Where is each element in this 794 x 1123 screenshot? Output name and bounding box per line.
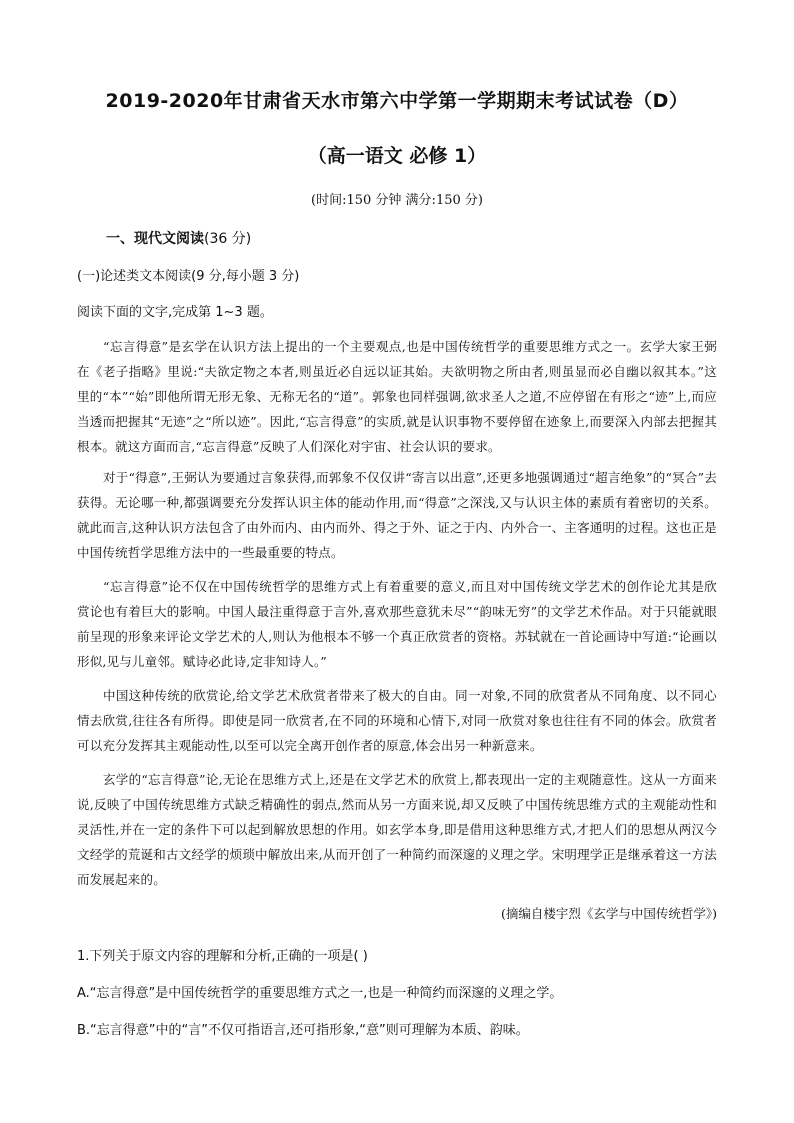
passage-paragraph: 玄学的“忘言得意”论,无论在思维方式上,还是在文学艺术的欣赏上,都表现出一定的主观随意性。这从一方面来说,反映了中国传统思维方式缺乏精确性的弱点,然而从另一方面来说,却又反映了中国传统思维方式的主观能动性和灵活性,并在一定的条件下可以起到解放思想的作用。如玄学本身,即是借用这种思维方式,才把人们的思想从两汉今文经学的荒诞和古文经学的烦琐中解放出来,从而开创了一种简约而深邃的义理之学。宋明理学正是继承着这一方法而发展起来的。: [77, 772, 717, 887]
sub-heading: (一)论述类文本阅读(9 分,每小题 3 分): [77, 269, 300, 284]
exam-subtitle: （高一语文 必修 1）: [307, 145, 487, 167]
passage-paragraph: 中国这种传统的欣赏论,给文学艺术欣赏者带来了极大的自由。同一对象,不同的欣赏者从不同角度、以不同心情去欣赏,往往各有所得。即使是同一欣赏者,在不同的环境和心情下,对同一欣赏对象也往往有不同的体会。欣赏者可以充分发挥其主观能动性,以至可以完全离开创作者的原意,体会出另一种新意来。: [77, 688, 717, 753]
passage-paragraph: “忘言得意”论不仅在中国传统哲学的思维方式上有着重要的意义,而且对中国传统文学艺术的创作论尤其是欣赏论也有着巨大的影响。中国人最注重得意于言外,喜欢那些意犹未尽”“韵味无穷”的文学艺术作品。对于只能就眼前呈现的形象来评论文学艺术的人,则认为他根本不够一个真正欣赏者的资格。苏轼就在一首论画诗中写道:“论画以形似,见与儿童邻。赋诗必此诗,定非知诗人。”: [77, 579, 717, 669]
passage-source: (摘编自楼宇烈《玄学与中国传统哲学》): [500, 906, 717, 921]
passage-paragraph: 对于“得意”,王弼认为要通过言象获得,而郭象不仅仅讲“寄言以出意”,还更多地强调通过“超言绝象”的“冥合”去获得。无论哪一种,都强调要充分发挥认识主体的能动作用,而“得意”之深浅,又与认识主体的素质有着密切的关系。就此而言,这种认识方法包含了由外而内、由内而外、得之于外、证之于内、内外合一、主客通明的过程。这也正是中国传统哲学思维方法中的一些最重要的特点。: [77, 470, 717, 560]
passage-paragraph: “忘言得意”是玄学在认识方法上提出的一个主要观点,也是中国传统哲学的重要思维方式之一。玄学大家王弼在《老子指略》里说:“夫欲定物之本者,则虽近必自远以证其始。夫欲明物之所由者,则虽显而必自幽以叙其本。”这里的“本”“始”即他所谓无形无象、无称无名的“道”。郭象也同样强调,欲求圣人之道,不应停留在有形之“迹”上,而应当透而把握其“无迹”之“所以迹”。因此,“忘言得意”的实质,就是认识事物不要停留在迹象上,而要深入内部去把握其根本。就这方面而言,“忘言得意”反映了人们深化对宇宙、社会认识的要求。: [77, 339, 717, 454]
question-stem: 1.下列关于原文内容的理解和分析,正确的一项是( ): [77, 949, 368, 964]
reading-instruction: 阅读下面的文字,完成第 1~3 题。: [77, 305, 273, 320]
question-option-b: B.“忘言得意”中的“言”不仅可指语言,还可指形象,“意”则可理解为本质、韵味。: [77, 1023, 529, 1038]
time-info: (时间:150 分钟 满分:150 分): [311, 193, 483, 208]
section-heading-text: 一、现代文阅读: [106, 231, 204, 247]
section-score: (36 分): [204, 231, 252, 247]
section-heading: [106, 228, 251, 248]
exam-title: 2019-2020年甘肃省天水市第六中学第一学期期末考试试卷（D）: [105, 90, 689, 112]
question-option-a: A.“忘言得意”是中国传统哲学的重要思维方式之一,也是一种简约而深邃的义理之学。: [77, 986, 563, 1001]
